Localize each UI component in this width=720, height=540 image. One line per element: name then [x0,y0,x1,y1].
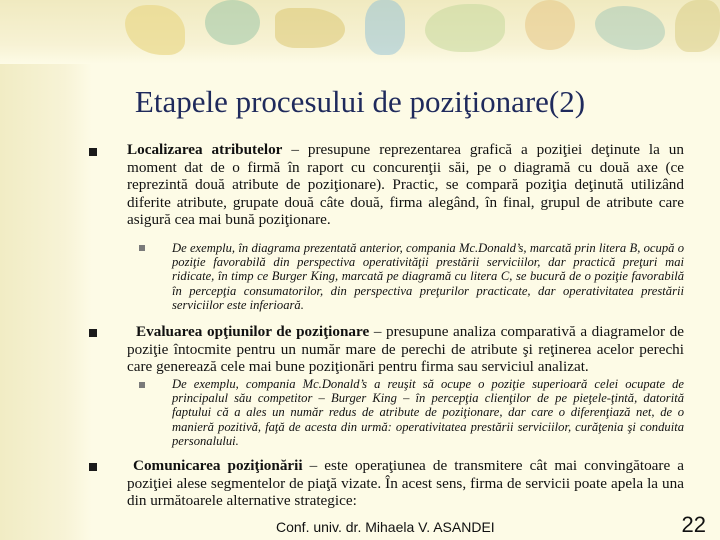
footer-author: Conf. univ. dr. Mihaela V. ASANDEI [276,519,495,535]
header-ornament-image [95,0,720,60]
page-number: 22 [681,512,706,537]
left-decorative-band [0,0,92,540]
paragraph-text: – este operaţiunea de transmitere cât mai convingătoare a poziţiei alese segmentelor de piaţă vizate. În acest sens, firma de servicii poate apela la una din următoarele alternative strategice: [127,457,684,510]
term: Localizarea atributelor [127,141,283,158]
slide-title: Etapele procesului de poziţionare(2) [134,84,586,119]
bullet-icon [89,463,97,471]
bullet-icon [89,329,97,337]
paragraph-comunicarea [127,457,684,510]
term: Evaluarea opţiunilor de poziţionare [136,323,370,340]
example-localizarea: De exemplu, în diagrama prezentată anterior, compania Mc.Donald’s, marcată prin litera B, ocupă o poziţie favorabilă din perspectiva operativităţii prestării serviciilor, dar practică preţuri mai ridicate, în timp ce Burger King, marcată pe diagramă cu litera C, se bucură de o poziţie favorabilă în percepţia consumatorilor, din perspectiva preţurilor practicate, dar operativitatea prestării serviciilor este inferioară. [172,241,684,312]
paragraph-text: – presupune reprezentarea grafică a poziţiei deţinute la un moment dat de o firmă în raport cu concurenţii săi, pe o diagramă cu două axe (ce reprezintă două atribute de poziţionare). Practic, se compară poziţia deţinută utilizând diferite atribute, grupate două câte două, firma alegând, în final, grupul de atribute care asigură cea mai bună poziţionare. [127,141,684,229]
bullet-icon [89,148,97,156]
term: Comunicarea poziţionării [133,457,303,474]
paragraph-evaluarea [127,323,684,376]
paragraph-text: – presupune analiza comparativă a diagramelor de poziţie întocmite pentru un număr mare de perechi de atribute şi reţinerea acelor perechi care generează cele mai bune poziţionări pentru firma sau serviciul analizat. [127,323,684,376]
sub-bullet-icon [139,382,145,388]
sub-bullet-icon [139,245,145,251]
example-evaluarea: De exemplu, compania Mc.Donald’s a reuşit să ocupe o poziţie superioară celei ocupate de principalul său competitor – Burger King – în percepţia clienţilor de pe pieţele-ţintă, datorită faptului că a ales un număr redus de atribute de poziţionare, dar care o diferenţiază net, de o manieră pozitivă, faţă de acesta din urmă: operativitatea prestării serviciilor, curăţenia şi conduita personalului. [172,377,684,448]
paragraph-localizarea [127,141,684,229]
